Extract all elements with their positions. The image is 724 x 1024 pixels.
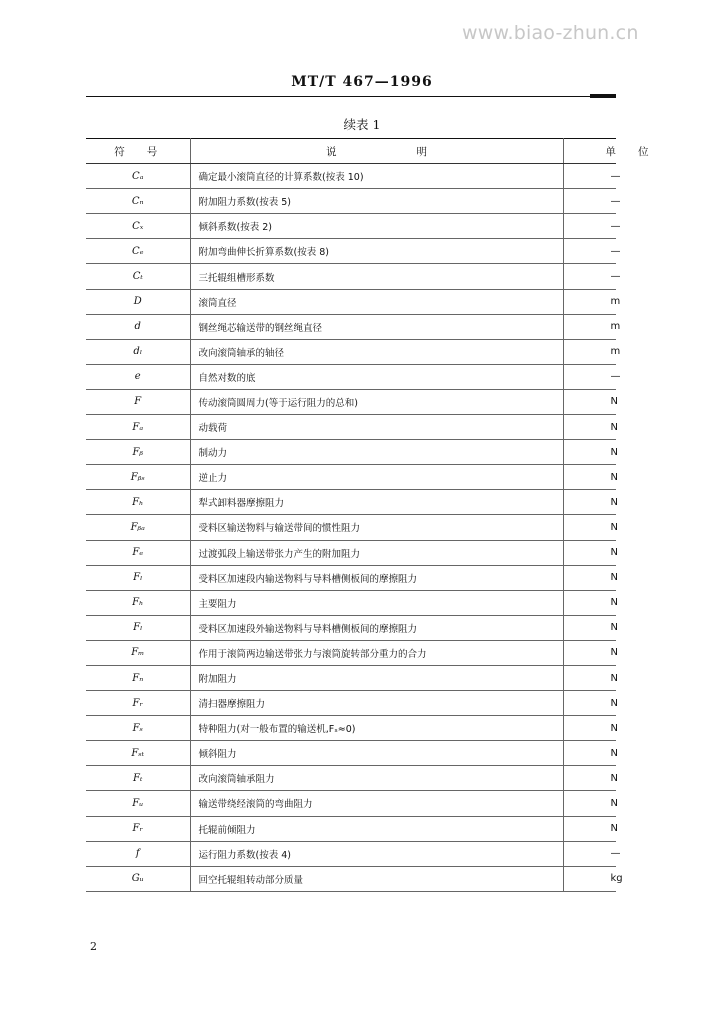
row-symbol: Fᵦₛ xyxy=(86,465,190,490)
column-header-symbol: 符号 xyxy=(86,139,190,164)
row-symbol: Fₙ xyxy=(86,665,190,690)
symbols-table xyxy=(86,138,671,892)
table-row xyxy=(86,465,616,490)
row-symbol: Cₑ xyxy=(86,239,190,264)
table-row xyxy=(86,841,616,866)
row-unit: m xyxy=(563,314,616,339)
table-header-row xyxy=(86,139,616,164)
row-description: 附加阻力 xyxy=(190,665,563,690)
row-unit: N xyxy=(563,615,616,640)
row-description: 滚筒直径 xyxy=(190,289,563,314)
row-symbol: Fᵤ xyxy=(86,791,190,816)
table-row xyxy=(86,816,616,841)
row-description: 受料区加速段外输送物料与导料槽侧板间的摩擦阻力 xyxy=(190,615,563,640)
row-description: 改向滚筒轴承阻力 xyxy=(190,766,563,791)
row-description: 回空托辊组转动部分质量 xyxy=(190,866,563,891)
column-header-unit: 单位 xyxy=(563,139,616,164)
row-description: 倾斜系数(按表 2) xyxy=(190,214,563,239)
row-description: 附加阻力系数(按表 5) xyxy=(190,189,563,214)
row-symbol: Fₘ xyxy=(86,640,190,665)
row-unit: — xyxy=(563,364,616,389)
table-row xyxy=(86,766,616,791)
table-row xyxy=(86,741,616,766)
row-unit: N xyxy=(563,716,616,741)
row-description: 逆止力 xyxy=(190,465,563,490)
symbols-table-container xyxy=(86,138,671,892)
table-row xyxy=(86,239,616,264)
row-symbol: Cₐ xyxy=(86,164,190,189)
row-unit: — xyxy=(563,239,616,264)
row-description: 附加弯曲伸长折算系数(按表 8) xyxy=(190,239,563,264)
row-symbol: f xyxy=(86,841,190,866)
row-symbol: Fₛₜ xyxy=(86,741,190,766)
table-row xyxy=(86,665,616,690)
row-unit: N xyxy=(563,640,616,665)
row-symbol: e xyxy=(86,364,190,389)
table-row xyxy=(86,289,616,314)
row-symbol: Fₗ xyxy=(86,615,190,640)
row-symbol: Cₜ xyxy=(86,264,190,289)
row-symbol: Fᵦ xyxy=(86,440,190,465)
row-symbol: Fᵦₐ xyxy=(86,515,190,540)
row-description: 钢丝绳芯输送带的钢丝绳直径 xyxy=(190,314,563,339)
row-unit: N xyxy=(563,590,616,615)
row-unit: N xyxy=(563,816,616,841)
row-symbol: Fₐ xyxy=(86,415,190,440)
row-unit: — xyxy=(563,189,616,214)
row-unit: N xyxy=(563,440,616,465)
row-unit: N xyxy=(563,741,616,766)
row-symbol: F xyxy=(86,389,190,414)
row-unit: N xyxy=(563,766,616,791)
header-rule-mark xyxy=(590,94,616,98)
table-row xyxy=(86,691,616,716)
table-row xyxy=(86,264,616,289)
row-unit: N xyxy=(563,389,616,414)
table-row xyxy=(86,515,616,540)
table-row xyxy=(86,164,616,189)
table-row xyxy=(86,440,616,465)
table-row xyxy=(86,615,616,640)
row-symbol: Fᵣ xyxy=(86,691,190,716)
row-unit: N xyxy=(563,565,616,590)
row-unit: m xyxy=(563,289,616,314)
row-description: 三托辊组槽形系数 xyxy=(190,264,563,289)
watermark: www.biao-zhun.cn xyxy=(462,22,639,44)
table-row xyxy=(86,640,616,665)
row-symbol: Fₗ xyxy=(86,565,190,590)
header-rule xyxy=(86,96,616,97)
table-row xyxy=(86,415,616,440)
document-code: MT/T 467—1996 xyxy=(291,74,433,90)
table-row xyxy=(86,565,616,590)
row-unit: — xyxy=(563,264,616,289)
row-description: 动载荷 xyxy=(190,415,563,440)
row-description: 制动力 xyxy=(190,440,563,465)
row-symbol: d xyxy=(86,314,190,339)
row-description: 清扫器摩擦阻力 xyxy=(190,691,563,716)
column-header-description: 说明 xyxy=(190,139,563,164)
row-unit: N xyxy=(563,490,616,515)
row-description: 自然对数的底 xyxy=(190,364,563,389)
row-description: 特种阻力(对一般布置的输送机,Fₛ≈0) xyxy=(190,716,563,741)
row-unit: N xyxy=(563,415,616,440)
row-unit: — xyxy=(563,164,616,189)
row-description: 倾斜阻力 xyxy=(190,741,563,766)
row-unit: N xyxy=(563,791,616,816)
table-row xyxy=(86,490,616,515)
row-unit: N xyxy=(563,691,616,716)
row-description: 传动滚筒圆周力(等于运行阻力的总和) xyxy=(190,389,563,414)
table-row xyxy=(86,590,616,615)
row-description: 受料区输送物料与输送带间的惯性阻力 xyxy=(190,515,563,540)
row-description: 过渡弧段上输送带张力产生的附加阻力 xyxy=(190,540,563,565)
row-description: 确定最小滚筒直径的计算系数(按表 10) xyxy=(190,164,563,189)
row-symbol: Cₓ xyxy=(86,214,190,239)
row-description: 主要阻力 xyxy=(190,590,563,615)
row-description: 受料区加速段内输送物料与导料槽侧板间的摩擦阻力 xyxy=(190,565,563,590)
row-unit: N xyxy=(563,665,616,690)
row-description: 作用于滚筒两边输送带张力与滚筒旋转部分重力的合力 xyxy=(190,640,563,665)
row-unit: N xyxy=(563,540,616,565)
table-body xyxy=(86,164,623,892)
row-symbol: Fₕ xyxy=(86,590,190,615)
row-symbol: Cₙ xyxy=(86,189,190,214)
row-unit: m xyxy=(563,339,616,364)
row-description: 输送带绕经滚筒的弯曲阻力 xyxy=(190,791,563,816)
table-row xyxy=(86,389,616,414)
row-description: 运行阻力系数(按表 4) xyxy=(190,841,563,866)
table-row xyxy=(86,314,616,339)
table-row xyxy=(86,791,616,816)
row-symbol: Fₜ xyxy=(86,766,190,791)
row-symbol: Fₑ xyxy=(86,540,190,565)
row-unit: — xyxy=(563,841,616,866)
row-unit: N xyxy=(563,465,616,490)
row-description: 犁式卸料器摩擦阻力 xyxy=(190,490,563,515)
row-symbol: D xyxy=(86,289,190,314)
row-symbol: Gᵤ xyxy=(86,866,190,891)
row-unit: — xyxy=(563,214,616,239)
table-row xyxy=(86,716,616,741)
row-unit: kg xyxy=(563,866,616,891)
row-symbol: Fₛ xyxy=(86,716,190,741)
row-description: 改向滚筒轴承的轴径 xyxy=(190,339,563,364)
row-description: 托辊前倾阻力 xyxy=(190,816,563,841)
table-row xyxy=(86,866,616,891)
row-symbol: dₗ xyxy=(86,339,190,364)
table-row xyxy=(86,339,616,364)
table-row xyxy=(86,214,616,239)
table-title: 续表 1 xyxy=(343,117,381,132)
row-unit: N xyxy=(563,515,616,540)
table-row xyxy=(86,189,616,214)
page-number: 2 xyxy=(90,940,97,953)
row-symbol: Fᵣ xyxy=(86,816,190,841)
table-row xyxy=(86,364,616,389)
table-row xyxy=(86,540,616,565)
row-symbol: Fₕ xyxy=(86,490,190,515)
